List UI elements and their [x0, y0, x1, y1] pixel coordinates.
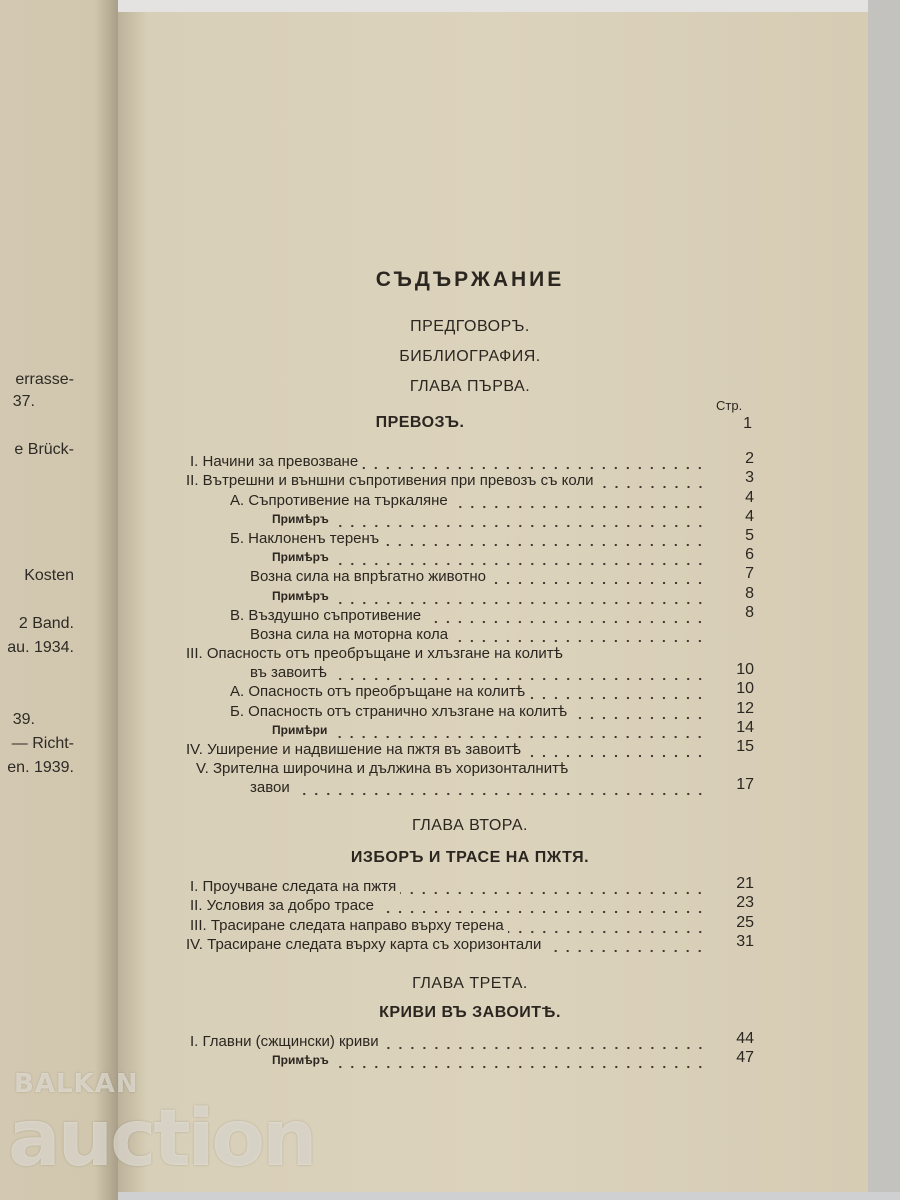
toc-entry-title: III. Трасиране следата направо върху терена	[190, 916, 504, 934]
toc-entry	[186, 777, 754, 796]
toc-entry	[186, 566, 754, 585]
dot-leader	[333, 552, 706, 566]
toc-entry	[186, 662, 754, 681]
toc-entry-title: завои	[250, 779, 290, 797]
preface-heading: ПРЕДГОВОРЪ.	[410, 318, 530, 335]
chapter-label: ГЛАВА ПЪРВА.	[409, 378, 531, 395]
toc-entry-title: В. Въздушно съпротивение	[230, 606, 422, 624]
toc-title: СЪДЪРЖАНИЕ	[375, 268, 565, 291]
toc-entry	[186, 1050, 754, 1069]
dot-leader	[425, 610, 706, 624]
toc-entry	[186, 489, 754, 508]
dot-leader	[598, 475, 706, 489]
toc-page-number: 1	[743, 415, 752, 432]
toc-entry	[186, 681, 754, 700]
dot-leader	[333, 1055, 706, 1069]
left-page-line: 37.	[12, 393, 35, 410]
chapter-heading: ИЗБОРЪ И ТРАСЕ НА ПЖТЯ.	[350, 849, 590, 866]
dot-leader	[383, 533, 706, 547]
toc-entry	[186, 1031, 754, 1050]
toc-chapter-2	[186, 876, 754, 953]
left-page-line: 2 Band.	[18, 615, 74, 632]
toc-entry	[186, 624, 754, 643]
toc-entry	[186, 528, 754, 547]
toc-entry	[186, 934, 754, 953]
dot-leader	[571, 706, 706, 720]
dot-leader	[529, 686, 706, 700]
dot-leader	[294, 782, 706, 796]
toc-entry	[186, 643, 754, 662]
dot-leader	[362, 456, 706, 470]
left-page-line: en. 1939.	[7, 759, 74, 776]
toc-page-number: 10	[736, 680, 754, 698]
toc-page-number: 23	[736, 894, 754, 912]
chapter-label: ГЛАВА ВТОРА.	[411, 817, 528, 834]
chapter-label: ГЛАВА ТРЕТА.	[412, 975, 528, 992]
toc-entry	[186, 758, 754, 777]
toc-entry-title: I. Главни (сжщински) криви	[190, 1033, 379, 1051]
toc-entry	[186, 605, 754, 624]
toc-page-number: 47	[736, 1049, 754, 1067]
left-page	[0, 0, 118, 1200]
dot-leader	[383, 1036, 706, 1050]
toc-page-number: 14	[736, 718, 754, 736]
chapter-heading: КРИВИ ВЪ ЗАВОИТѢ.	[379, 1004, 561, 1021]
dot-leader	[490, 571, 706, 585]
toc-page-number: 7	[745, 565, 754, 583]
toc-chapter-3	[186, 1031, 754, 1069]
toc-page-number: 2	[745, 450, 754, 468]
page-column-label: Стр.	[716, 398, 743, 413]
toc-page-number: 31	[736, 932, 754, 950]
toc-page-number: 44	[736, 1030, 754, 1048]
toc-page-number: 25	[736, 913, 754, 931]
dot-leader	[400, 881, 706, 895]
toc-page-number: 8	[745, 603, 754, 621]
left-page-line: au. 1934.	[7, 639, 74, 656]
toc-entry-title: Примѣръ	[272, 588, 329, 603]
toc-entry-title: Примѣръ	[272, 511, 329, 526]
left-page-line: 39.	[12, 711, 35, 728]
toc-entry	[186, 470, 754, 489]
dot-leader	[508, 920, 706, 934]
toc-entry-title: въ завоитѣ	[250, 664, 327, 682]
dot-leader	[331, 667, 706, 681]
left-page-line: Kosten	[24, 567, 74, 584]
toc-page-number: 10	[736, 661, 754, 679]
toc-entry-title: I. Проучване следата на пжтя	[190, 878, 397, 896]
toc-entry-title: Б. Опасность отъ странично хлъзгане на колитѣ	[230, 702, 568, 720]
left-page-line: — Richt-	[11, 735, 74, 752]
toc-page-number: 3	[745, 469, 754, 487]
toc-entry-title: II. Условия за добро трасе	[190, 897, 374, 915]
toc-page-number: 5	[745, 526, 754, 544]
toc-entry-title: А. Съпротивение на търкаляне	[230, 491, 448, 509]
dot-leader	[333, 514, 706, 528]
background-right	[868, 0, 900, 1200]
toc-entry-title: Примѣръ	[272, 1053, 329, 1068]
toc-entry-title: V. Зрителна широчина и дължина въ хоризонталнитѣ	[196, 760, 569, 778]
toc-page-number: 6	[745, 546, 754, 564]
toc-entry	[186, 876, 754, 895]
dot-leader	[545, 939, 706, 953]
dot-leader	[452, 495, 706, 509]
watermark-auction: auction	[8, 1094, 315, 1184]
toc-page-number: 8	[745, 584, 754, 602]
toc-page-number: 4	[745, 488, 754, 506]
toc-entry	[186, 547, 754, 566]
toc-entry-title: II. Вътрешни и външни съпротивения при превозъ съ коли	[186, 472, 594, 490]
left-page-line: errasse-	[15, 371, 74, 388]
toc-entry-title: IV. Уширение и надвишение на пжтя въ завоитѣ	[186, 741, 522, 758]
toc-entry-title: IV. Трасиране следата върху карта съ хоризонтали	[186, 935, 542, 953]
toc-page-number: 15	[736, 738, 754, 755]
toc-entry	[186, 914, 754, 933]
dot-leader	[333, 591, 706, 605]
dot-leader	[525, 744, 706, 758]
toc-entry-title: Возна сила на впрѣгатно животно	[250, 568, 486, 586]
background-bottom	[118, 1192, 900, 1200]
toc-entry-title: А. Опасность отъ преобръщане на колитѣ	[230, 683, 526, 701]
bibliography-heading: БИБЛИОГРАФИЯ.	[399, 348, 541, 365]
toc-entry	[186, 895, 754, 914]
toc-entry	[186, 585, 754, 604]
toc-entry	[186, 700, 754, 719]
toc-page-number: 4	[745, 507, 754, 525]
toc-entry	[186, 739, 754, 758]
toc-entry-title: Возна сила на моторна кола	[250, 625, 449, 643]
toc-page-number: 21	[736, 875, 754, 893]
toc-entry	[186, 509, 754, 528]
chapter-heading: ПРЕВОЗЪ.	[375, 414, 465, 431]
toc-entry-title: I. Начини за превозване	[190, 453, 359, 471]
toc-entry	[186, 451, 754, 470]
toc-entry-title: Примѣръ	[272, 550, 329, 565]
dot-leader	[331, 725, 706, 739]
watermark-balkan: BALKAN	[14, 1069, 139, 1099]
toc-entry-title: Примѣри	[272, 722, 328, 737]
toc-entry-title: III. Опасность отъ преобръщане и хлъзгане на колитѣ	[186, 645, 563, 663]
dot-leader	[378, 900, 706, 914]
dot-leader	[452, 629, 706, 643]
toc-page-number: 17	[736, 776, 754, 794]
toc-entry	[186, 720, 754, 739]
left-page-line: e Brück-	[14, 441, 74, 458]
toc-page-number: 12	[736, 699, 754, 717]
toc-chapter-1	[186, 451, 754, 796]
toc-entry-title: Б. Наклоненъ теренъ	[230, 529, 380, 547]
